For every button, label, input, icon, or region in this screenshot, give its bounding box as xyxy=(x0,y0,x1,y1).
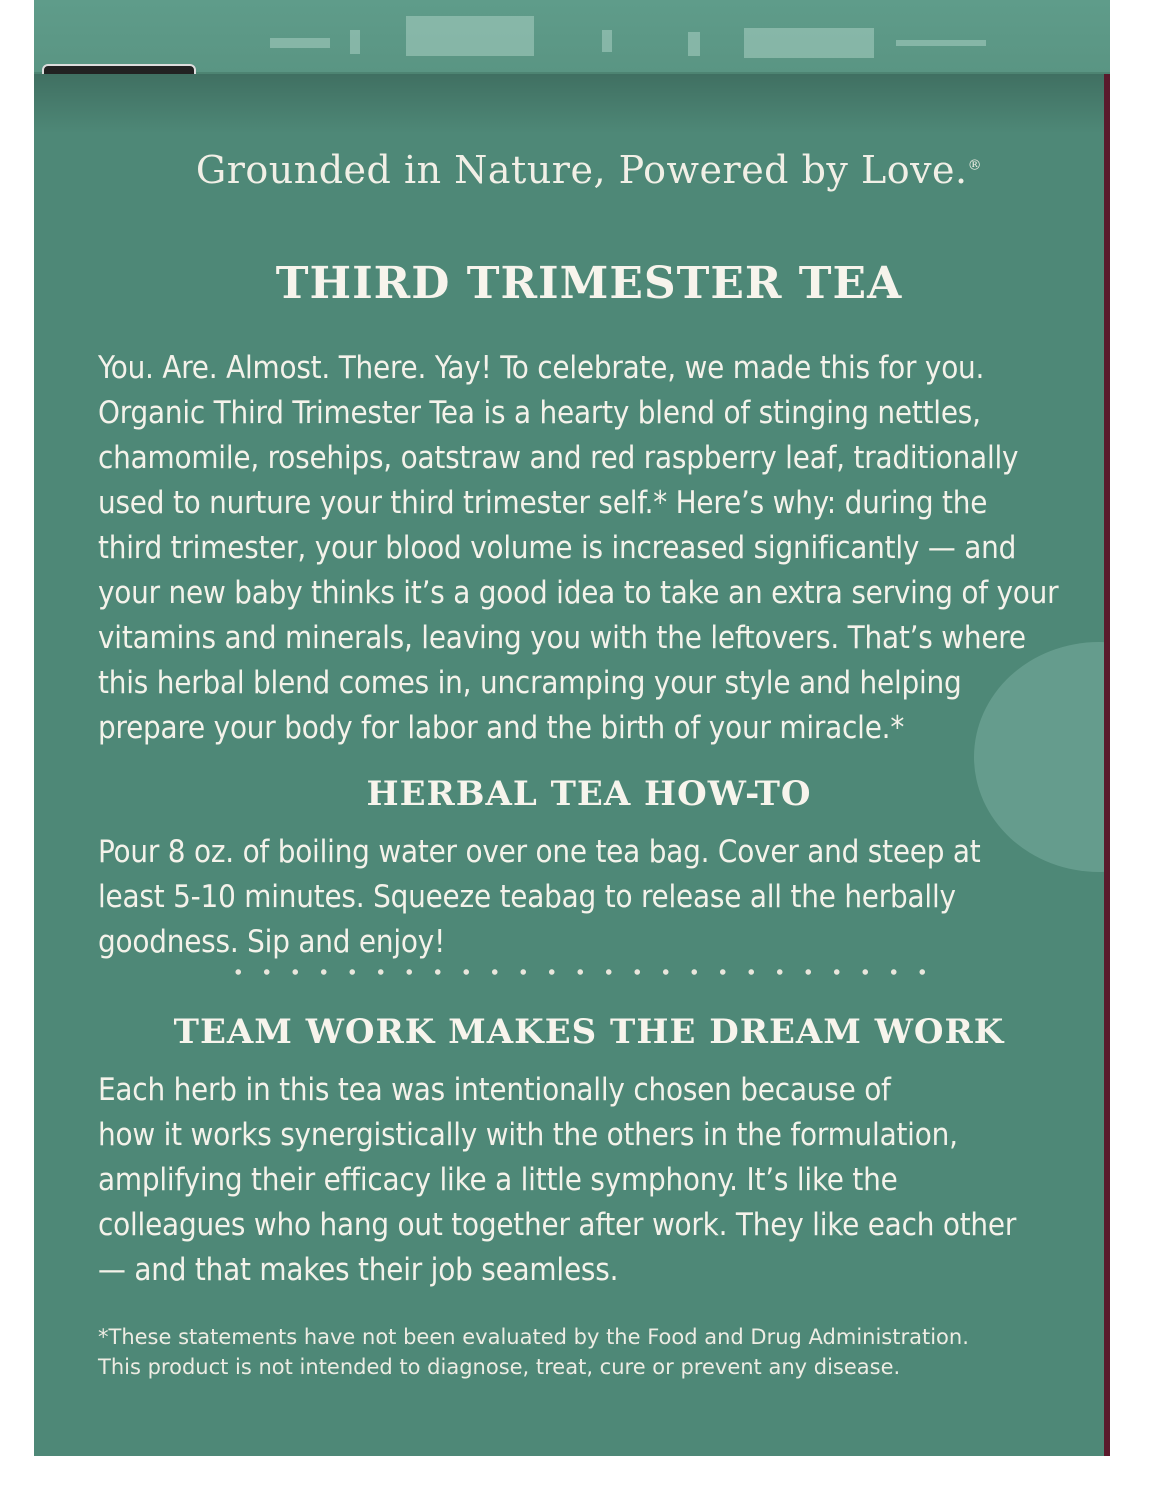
lid-print-mark xyxy=(602,30,612,52)
lid-print-mark xyxy=(406,16,534,56)
dotted-divider xyxy=(224,969,944,975)
brand-tagline xyxy=(34,148,1110,192)
box-top-lid xyxy=(34,0,1110,74)
panel-shadow xyxy=(34,74,1104,134)
section-title-how-to: HERBAL TEA HOW-TO xyxy=(366,774,812,814)
section-title-team-work: TEAM WORK MAKES THE DREAM WORK xyxy=(173,1012,1005,1052)
section-body-third-trimester: You. Are. Almost. There. Yay! To celebrate, we made this for you. Organic Third Trimester Tea is a hearty blend of stinging nettles, chamomile, rosehips, oatstraw and red raspberry leaf, traditionally used to nurture your third trimester self.* Here’s why: during the third trimester, your blood volume is increased significantly — and your new baby thinks it’s a good idea to take an extra serving of your vitamins and minerals, leaving you with the leftovers. That’s where this herbal blend comes in, uncramping your style and helping prepare your body for labor and the birth of your miracle.* xyxy=(98,350,1059,746)
lid-print-mark xyxy=(688,32,700,56)
lid-print-mark xyxy=(270,38,330,48)
lid-print-mark xyxy=(744,28,874,58)
section-title-third-trimester: THIRD TRIMESTER TEA xyxy=(275,258,903,309)
back-panel xyxy=(34,74,1110,1456)
lid-print-mark xyxy=(350,30,360,54)
fda-disclaimer: *These statements have not been evaluated by the Food and Drug Administration. This product is not intended to diagnose, treat, cure or prevent any disease. xyxy=(98,1325,969,1379)
lid-print-mark xyxy=(896,40,986,46)
registered-mark: ® xyxy=(967,157,983,174)
section-body-how-to: Pour 8 oz. of boiling water over one tea bag. Cover and steep at least 5-10 minutes. Squeeze teabag to release all the herbally goodness. Sip and enjoy! xyxy=(98,834,981,960)
tagline-text: Grounded in Nature, Powered by Love. xyxy=(195,148,968,192)
section-body-team-work: Each herb in this tea was intentionally chosen because of how it works synergistically with the others in the formulation, amplifying their efficacy like a little symphony. It’s like the colleagues who hang out together after work. They like each other — and that makes their job seamless. xyxy=(98,1072,1017,1288)
